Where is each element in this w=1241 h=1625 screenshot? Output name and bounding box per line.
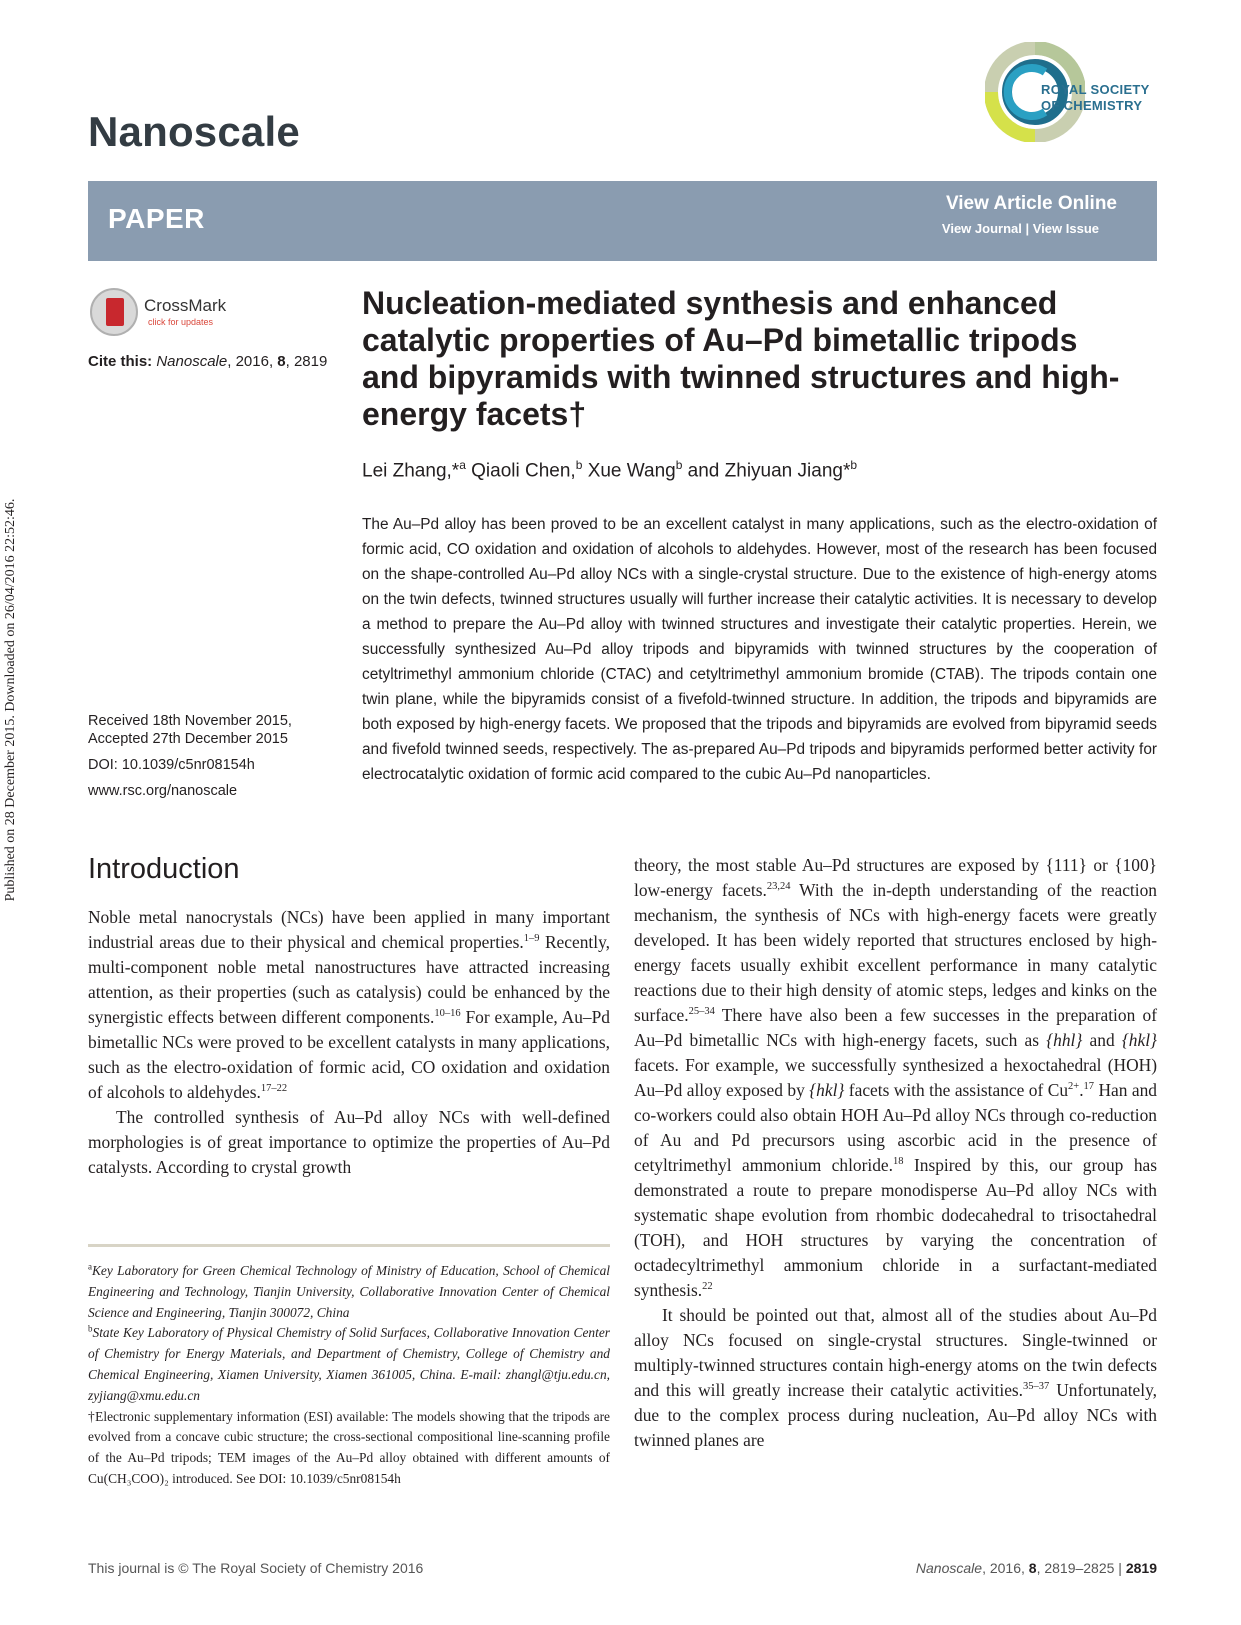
text-run: . xyxy=(1079,1080,1084,1100)
footer-copyright: This journal is © The Royal Society of Chemistry 2016 xyxy=(88,1560,424,1576)
citation-ref: 18 xyxy=(893,1156,904,1168)
cite-year: , 2016, xyxy=(227,353,278,370)
author-affiliation: a xyxy=(459,458,466,472)
body-column-right xyxy=(634,853,1157,1453)
text-run: and xyxy=(1082,1030,1122,1050)
publication-side-note xyxy=(2,460,20,940)
footnote-mark: a xyxy=(88,1261,92,1272)
text-run: Han and co-workers could also obtain HOH Au–Pd alloy NCs through co-reduction of Au and Pd precursors using ascorbic acid in the presence of cetyltrimethyl ammonium chloride. xyxy=(634,1080,1157,1175)
text-run: facets. For example, we successfully synthesized a hexoctahedral (HOH) Au–Pd alloy exposed by xyxy=(634,1055,1157,1100)
citation-ref: 17–22 xyxy=(260,1083,288,1095)
article-type: PAPER xyxy=(108,203,205,234)
citation-ref: 17 xyxy=(1083,1081,1095,1093)
paragraph xyxy=(634,853,1157,1303)
text-run: There have also been a few successes in the preparation of Au–Pd bimetallic NCs with high-energy facets, such as xyxy=(634,1005,1157,1050)
accepted-date: Accepted 27th December 2015 xyxy=(88,731,288,747)
footer-year: , 2016, xyxy=(982,1560,1029,1576)
abstract: The Au–Pd alloy has been proved to be an excellent catalyst in many applications, such as the electro-oxidation of formic acid, CO oxidation and oxidation of alcohols to aldehydes. However, most of the research has been focused on the shape-controlled Au–Pd alloy NCs with a single-crystal structure. Due to the existence of high-energy atoms on the twin defects, twinned structures usually will further increase their catalytic activities. It is necessary to develop a method to prepare the Au–Pd alloy with twinned structures and investigate their catalytic properties. Herein, we successfully synthesized Au–Pd alloy tripods and bipyramids with twinned structures by the cooperation of cetyltrimethyl ammonium chloride (CTAC) and cetyltrimethyl ammonium bromide (CTAB). The tripods contain one twin plane, while the bipyramids consist of a fivefold-twinned structure. In addition, the tripods and bipyramids are both exposed by high-energy facets. We proposed that the tripods and bipyramids are evolved from bipyramid seeds and fivefold twinned seeds, respectively. The as-prepared Au–Pd tripods and bipyramids performed better activity for electrocatalytic oxidation of formic acid compared to the cubic Au–Pd nanoparticles. xyxy=(362,516,1157,783)
italic-term: {hhl} xyxy=(1046,1030,1083,1050)
citation-ref: 2+ xyxy=(1068,1081,1080,1093)
text-run: The controlled synthesis of Au–Pd alloy NCs with well-defined morphologies is of great importance to optimize the properties of Au–Pd catalysts. According to crystal growth xyxy=(88,1107,610,1177)
author: Qiaoli Chen, xyxy=(471,460,576,482)
author-list xyxy=(362,458,857,482)
citation-ref: 1–9 xyxy=(523,933,540,945)
crossmark-icon xyxy=(90,288,138,336)
cite-journal: Nanoscale xyxy=(156,353,228,370)
author-affiliation: b xyxy=(675,458,683,472)
side-note-text: Published on 28 December 2015. Downloaded on 26/04/2016 22:52:46. xyxy=(3,498,18,902)
footnote-affiliation-b xyxy=(88,1323,610,1406)
body-column-left xyxy=(88,905,610,1180)
citation-ref: 23,24 xyxy=(766,881,791,893)
journal-url[interactable]: www.rsc.org/nanoscale xyxy=(88,783,238,799)
citation-ref: 25–34 xyxy=(688,1006,715,1018)
footnote-divider xyxy=(88,1244,610,1247)
footnote-mark: b xyxy=(88,1323,93,1334)
crossmark-sublabel: click for updates xyxy=(148,317,214,327)
author-separator: and xyxy=(682,460,725,482)
text-run: For example, Au–Pd bimetallic NCs were proved to be excellent catalysts in many applications, such as the electro-oxidation of formic acid, CO oxidation and oxidation of alcohols to aldehydes. xyxy=(88,1007,610,1102)
citation xyxy=(88,353,327,370)
footer-volume: 8 xyxy=(1028,1560,1037,1576)
crossmark-label: CrossMark xyxy=(144,296,227,315)
rsc-logo-line1: ROYAL SOCIETY xyxy=(1041,82,1150,97)
text-run: Inspired by this, our group has demonstrated a route to prepare monodisperse Au–Pd alloy NCs with systematic shape evolution from rhombic dodecahedral to trisoctahedral (TOH), and HOH structures by varying the concentration of octadecyltrimethyl ammonium chloride in a surfactant-mediated synthesis. xyxy=(634,1155,1157,1300)
footnote-text: State Key Laboratory of Physical Chemistry of Solid Surfaces, Collaborative Innovation Center of Chemistry for Energy Materials, and Department of Chemistry, College of Chemistry and Chemical Engineering, Xiamen University, Xiamen 361005, China. E-mail: zhangl@tju.edu.cn, zyjiang@xmu.edu.cn xyxy=(88,1325,610,1403)
view-links xyxy=(942,221,1099,236)
citation-ref: 22 xyxy=(702,1281,713,1293)
footer-journal: Nanoscale xyxy=(915,1560,983,1576)
paragraph xyxy=(88,1105,610,1180)
footnotes xyxy=(88,1261,610,1490)
author: Zhiyuan Jiang* xyxy=(724,460,851,482)
text-run: Noble metal nanocrystals (NCs) have been applied in many important industrial areas due to their physical and chemical properties. xyxy=(88,907,610,952)
rsc-logo-line2: OF CHEMISTRY xyxy=(1041,98,1143,113)
footnote-esi: †Electronic supplementary information (ESI) available: The models showing that the tripods are evolved from a concave cubic structure; the cross-sectional compositional line-scanning profile of the Au–Pd tripods; TEM images of the Au–Pd alloy obtained with different amounts of Cu(CH₃COO)₂ introduced. See DOI: 10.1039/c5nr08154h xyxy=(88,1408,610,1486)
cite-volume: 8 xyxy=(277,353,286,370)
footer-separator: | xyxy=(1114,1560,1126,1576)
text-run: facets with the assistance of Cu xyxy=(844,1080,1069,1100)
footnote-affiliation-a xyxy=(88,1261,610,1323)
text-run: It should be pointed out that, almost all of the studies about Au–Pd alloy NCs focused on single-crystal structures. Single-twinned or multiply-twinned structures contain high-energy atoms on the twin defects and this will greatly increase their catalytic activities. xyxy=(634,1305,1157,1400)
text-run: Unfortunately, due to the complex process during nucleation, Au–Pd alloy NCs with twinned planes are xyxy=(634,1380,1157,1450)
paragraph xyxy=(634,1303,1157,1453)
view-links-separator: | xyxy=(1025,221,1030,236)
author-affiliation: b xyxy=(575,458,583,472)
author-affiliation: b xyxy=(850,458,858,472)
section-heading-introduction: Introduction xyxy=(88,853,240,885)
article-title: Nucleation-mediated synthesis and enhanced catalytic properties of Au–Pd bimetallic tripods and bipyramids with twinned structures and high-energy facets† xyxy=(362,285,1120,432)
author: Lei Zhang,* xyxy=(362,460,460,482)
rsc-logo[interactable] xyxy=(985,40,1165,150)
footer-page-number: 2819 xyxy=(1125,1560,1157,1576)
view-article-online-link[interactable]: View Article Online xyxy=(945,193,1117,214)
cite-page: , 2819 xyxy=(285,353,328,370)
author: Xue Wang xyxy=(587,460,676,482)
text-run: Recently, multi-component noble metal nanostructures have attracted increasing attention, as their properties (such as catalysis) could be enhanced by the synergistic effects between different components. xyxy=(88,932,610,1027)
citation-ref: 10–16 xyxy=(434,1008,461,1020)
crossmark-badge[interactable] xyxy=(90,288,240,338)
view-issue-link[interactable]: View Issue xyxy=(1032,221,1099,236)
doi[interactable]: DOI: 10.1039/c5nr08154h xyxy=(88,757,255,773)
italic-term: {hkl} xyxy=(1121,1030,1157,1050)
journal-name: Nanoscale xyxy=(88,108,300,155)
italic-term: {hkl} xyxy=(809,1080,845,1100)
article-banner xyxy=(88,181,1157,261)
received-date: Received 18th November 2015, xyxy=(88,713,292,729)
view-journal-link[interactable]: View Journal xyxy=(941,221,1022,236)
footer-citation xyxy=(916,1560,1157,1576)
text-run: With the in-depth understanding of the reaction mechanism, the synthesis of NCs with high-energy facets were greatly developed. It has been widely reported that structures enclosed by high-energy facets usually exhibit excellent performance in many catalytic reactions due to their high density of atomic steps, ledges and kinks on the surface. xyxy=(634,880,1157,1025)
paragraph xyxy=(88,905,610,1105)
text-run: theory, the most stable Au–Pd structures are exposed by {111} or {100} low-energy facets. xyxy=(634,855,1157,900)
footer-pages: , 2819–2825 xyxy=(1036,1560,1115,1576)
cite-label: Cite this: xyxy=(88,353,153,370)
footnote-text: Key Laboratory for Green Chemical Technology of Ministry of Education, School of Chemical Engineering and Technology, Tianjin University, Collaborative Innovation Center of Chemical Science and Engineering, Tianjin 300072, China xyxy=(88,1263,610,1320)
citation-ref: 35–37 xyxy=(1023,1381,1050,1393)
